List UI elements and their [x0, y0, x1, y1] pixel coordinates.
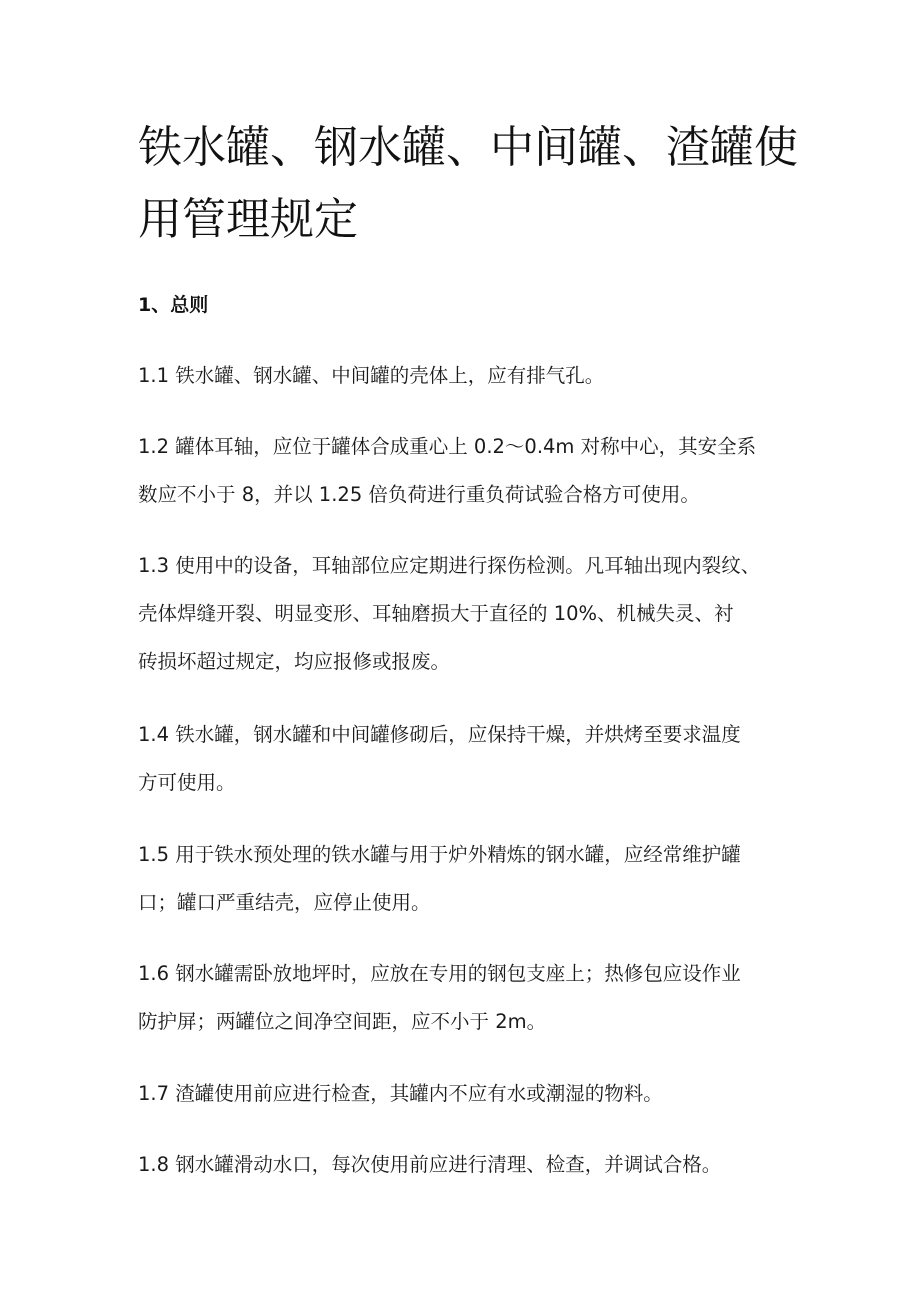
paragraph-line: 方可使用。 [138, 771, 236, 794]
paragraph-line: 1.7 渣罐使用前应进行检查，其罐内不应有水或潮湿的物料。 [138, 1082, 663, 1105]
section-heading-general: 1、总则 [138, 294, 209, 316]
paragraph-1-6 [138, 950, 798, 1046]
paragraph-1-1 [138, 352, 798, 400]
paragraph-line: 防护屏；两罐位之间净空间距，应不小于 2m。 [138, 1010, 547, 1033]
title-line: 铁水罐、钢水罐、中间罐、渣罐使 [138, 122, 798, 173]
paragraph-line: 1.6 钢水罐需卧放地坪时，应放在专用的钢包支座上；热修包应设作业 [138, 962, 741, 985]
document-title [138, 112, 798, 256]
paragraph-line: 砖损坏超过规定，均应报修或报废。 [138, 650, 451, 673]
paragraph-1-4 [138, 711, 798, 807]
paragraph-line: 口；罐口严重结壳，应停止使用。 [138, 891, 431, 914]
paragraph-1-5 [138, 831, 798, 927]
paragraph-line: 1.8 钢水罐滑动水口，每次使用前应进行清理、检查，并调试合格。 [138, 1153, 722, 1176]
paragraph-line: 数应不小于 8，并以 1.25 倍负荷进行重负荷试验合格方可使用。 [138, 483, 700, 506]
paragraph-line: 1.4 铁水罐，钢水罐和中间罐修砌后，应保持干燥，并烘烤至要求温度 [138, 723, 741, 746]
paragraph-1-8 [138, 1141, 798, 1189]
paragraph-line: 1.3 使用中的设备，耳轴部位应定期进行探伤检测。凡耳轴出现内裂纹、 [138, 554, 761, 577]
paragraph-1-3 [138, 542, 798, 686]
paragraph-line: 1.1 铁水罐、钢水罐、中间罐的壳体上，应有排气孔。 [138, 364, 605, 387]
paragraph-line: 壳体焊缝开裂、明显变形、耳轴磨损大于直径的 10%、机械失灵、衬 [138, 602, 734, 625]
title-line: 用管理规定 [138, 194, 358, 245]
paragraph-1-7 [138, 1070, 798, 1118]
paragraph-line: 1.2 罐体耳轴，应位于罐体合成重心上 0.2～0.4m 对称中心，其安全系 [138, 435, 757, 458]
paragraph-1-2 [138, 423, 798, 519]
paragraph-line: 1.5 用于铁水预处理的铁水罐与用于炉外精炼的钢水罐，应经常维护罐 [138, 843, 741, 866]
